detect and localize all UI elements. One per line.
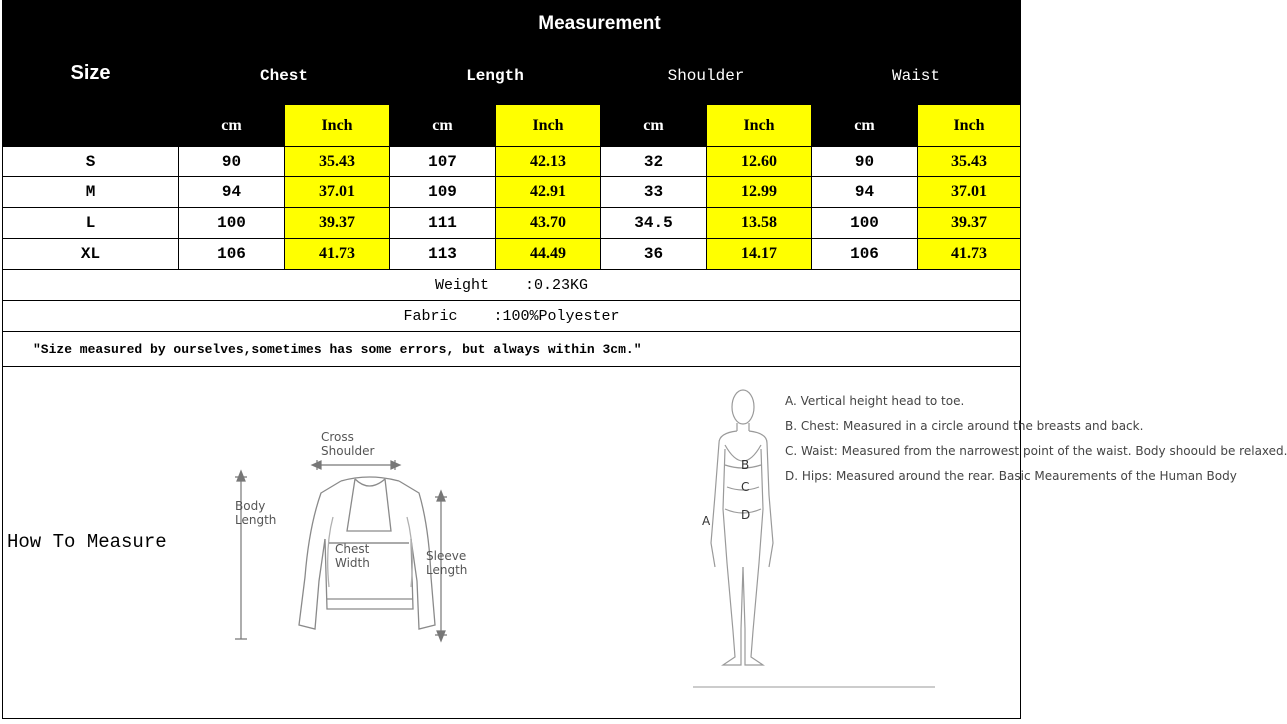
waist-inch-cell: 39.37 — [918, 208, 1021, 239]
weight-info: Weight :0.23KG — [3, 270, 1021, 301]
chest-cm-cell: 90 — [179, 147, 285, 177]
chest-cm-cell: 94 — [179, 177, 285, 208]
legend-item-d: D. Hips: Measured around the rear. Basic Meaurements of the Human Body — [785, 469, 1237, 483]
unit-inch: Inch — [707, 105, 812, 147]
cross-shoulder-label: Cross Shoulder — [321, 430, 375, 458]
waist-inch-cell: 35.43 — [918, 147, 1021, 177]
length-inch-cell: 42.13 — [496, 147, 601, 177]
marker-b: B — [741, 458, 750, 472]
size-chart — [2, 0, 1287, 718]
chest-header: Chest — [179, 47, 390, 105]
chest-inch-cell: 35.43 — [285, 147, 390, 177]
length-header: Length — [390, 47, 601, 105]
shoulder-inch-cell: 12.99 — [707, 177, 812, 208]
legend-item-c: C. Waist: Measured from the narrowest point of the waist. Body shoould be relaxed. — [785, 444, 1287, 458]
length-cm-cell: 113 — [390, 239, 496, 270]
unit-inch: Inch — [918, 105, 1021, 147]
size-cell: M — [3, 177, 179, 208]
chest-cm-cell: 100 — [179, 208, 285, 239]
how-to-measure-label: How To Measure — [7, 531, 167, 553]
marker-c: C — [741, 480, 750, 494]
length-cm-cell: 107 — [390, 147, 496, 177]
how-to-measure-section — [3, 367, 1287, 719]
measurement-header: Measurement — [179, 1, 1021, 47]
chest-inch-cell: 41.73 — [285, 239, 390, 270]
sleeve-length-label: Sleeve Length — [426, 549, 468, 577]
legend-item-a: A. Vertical height head to toe. — [785, 394, 965, 408]
body-figure — [711, 390, 773, 665]
chest-inch-cell: 37.01 — [285, 177, 390, 208]
table-row — [3, 239, 1021, 270]
length-cm-cell: 111 — [390, 208, 496, 239]
waist-cm-cell: 100 — [812, 208, 918, 239]
size-cell: L — [3, 208, 179, 239]
chest-width-label: Chest Width — [335, 542, 370, 570]
length-inch-cell: 43.70 — [496, 208, 601, 239]
unit-cm: cm — [812, 105, 918, 147]
length-cm-cell: 109 — [390, 177, 496, 208]
size-cell: S — [3, 147, 179, 177]
unit-inch: Inch — [496, 105, 601, 147]
shoulder-cm-cell: 36 — [601, 239, 707, 270]
table-row — [3, 208, 1021, 239]
body-length-label: Body Length — [235, 499, 277, 527]
table-row — [3, 177, 1021, 208]
marker-a: A — [702, 514, 711, 528]
chest-cm-cell: 106 — [179, 239, 285, 270]
length-inch-cell: 44.49 — [496, 239, 601, 270]
shoulder-header: Shoulder — [601, 47, 812, 105]
waist-cm-cell: 90 — [812, 147, 918, 177]
shoulder-cm-cell: 34.5 — [601, 208, 707, 239]
waist-header: Waist — [812, 47, 1021, 105]
size-table — [2, 0, 1287, 719]
fabric-info: Fabric :100%Polyester — [3, 301, 1021, 332]
legend-item-b: B. Chest: Measured in a circle around the breasts and back. — [785, 419, 1144, 433]
shoulder-inch-cell: 13.58 — [707, 208, 812, 239]
body-measurement-legend — [785, 393, 1287, 493]
marker-d: D — [741, 508, 751, 522]
unit-cm: cm — [179, 105, 285, 147]
waist-cm-cell: 106 — [812, 239, 918, 270]
body-markers — [702, 458, 750, 528]
waist-inch-cell: 41.73 — [918, 239, 1021, 270]
size-header: Size — [3, 1, 179, 147]
shoulder-cm-cell: 33 — [601, 177, 707, 208]
shoulder-inch-cell: 14.17 — [707, 239, 812, 270]
shoulder-cm-cell: 32 — [601, 147, 707, 177]
shoulder-inch-cell: 12.60 — [707, 147, 812, 177]
measurement-note: "Size measured by ourselves,sometimes has some errors, but always within 3cm." — [3, 332, 1021, 367]
chest-inch-cell: 39.37 — [285, 208, 390, 239]
unit-cm: cm — [390, 105, 496, 147]
waist-cm-cell: 94 — [812, 177, 918, 208]
length-inch-cell: 42.91 — [496, 177, 601, 208]
waist-inch-cell: 37.01 — [918, 177, 1021, 208]
table-row — [3, 147, 1021, 177]
size-cell: XL — [3, 239, 179, 270]
unit-cm: cm — [601, 105, 707, 147]
unit-inch: Inch — [285, 105, 390, 147]
